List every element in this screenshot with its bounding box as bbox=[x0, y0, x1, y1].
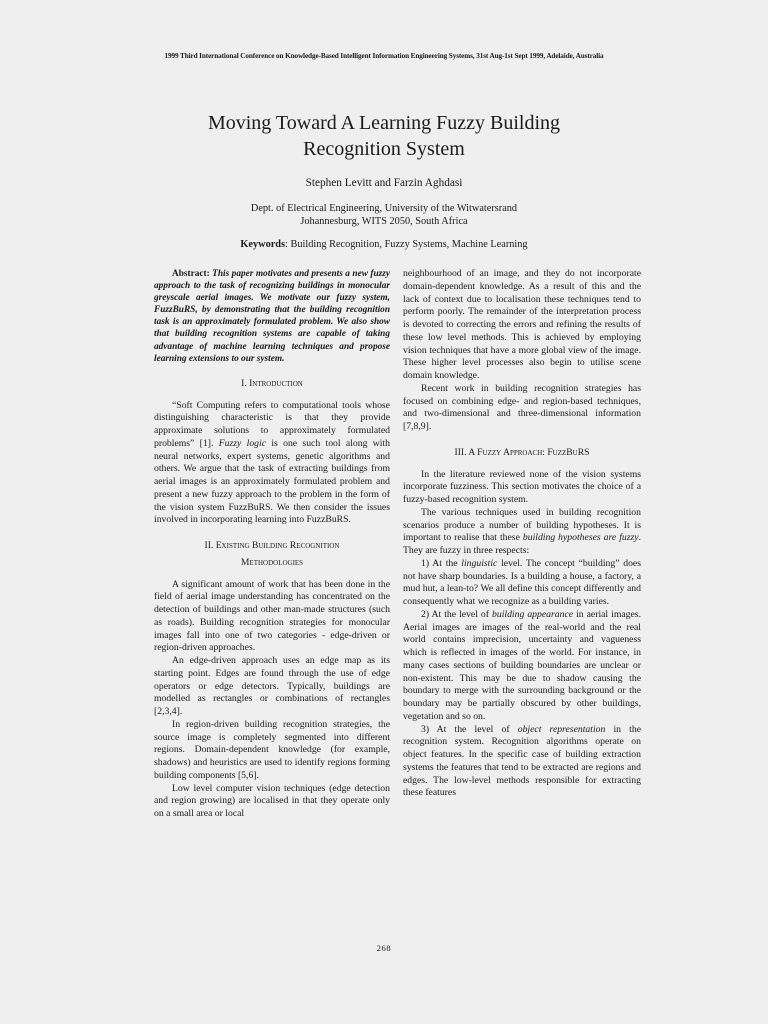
section-heading-existing-1: II. Existing Building Recognition bbox=[204, 540, 340, 551]
paragraph: A significant amount of work that has been done in the field of aerial image understanding has concentrated on the detection of buildings and other man-made structures (such as roads). Building recognition strategies for monocular images fall into one of two categories - edge-driven or region-driven approaches. bbox=[154, 578, 390, 654]
paragraph: Recent work in building recognition strategies has focused on combining edge- and region-based techniques, and two-dimensional and three-dimensional information [7,8,9]. bbox=[403, 382, 641, 432]
paragraph: Low level computer vision techniques (edge detection and region growing) are localised in that they operate only on a small area or local bbox=[154, 782, 390, 819]
text: 2) At the level of bbox=[421, 608, 493, 620]
title-line-1: Moving Toward A Learning Fuzzy Building bbox=[207, 112, 561, 134]
emphasis: object representation bbox=[517, 723, 606, 735]
list-item bbox=[403, 724, 641, 801]
text: 3) At the level of bbox=[421, 723, 518, 735]
affiliation-line-2: Johannesburg, WITS 2050, South Africa bbox=[300, 215, 468, 227]
intro-text-a: “Soft Computing refers to computational tools whose distinguishing characteristic is that they provide approximate solutions to approximately formulated problems” [1]. bbox=[154, 399, 390, 449]
title-line-2: Recognition System bbox=[303, 138, 465, 160]
intro-emphasis: Fuzzy logic bbox=[218, 437, 267, 449]
list-item bbox=[403, 609, 641, 724]
intro-text-b: is one such tool along with neural networks, expert systems, genetic algorithms and others. We argue that the task of extracting buildings from aerial images is an approximately formulated problem and present a new fuzzy approach to the problem in the form of the vision system FuzzBuRS. We then consider the issues involved in incorporating learning into FuzzBuRS. bbox=[154, 437, 390, 526]
paragraph-continued: neighbourhood of an image, and they do not incorporate domain-dependent knowledge. As a result of this and the lack of context due to localisation these techniques tend to perform poorly. The remainder of the interpretation process is devoted to correcting the errors and refining the results of these low level methods. This is achieved by employing vision techniques that have a more global view of the image. These higher level processes also begin to utilise scene domain knowledge. bbox=[403, 268, 641, 381]
paragraph: An edge-driven approach uses an edge map as its starting point. Edges are found through the use of edge operators or edge detectors. Typically, buildings are modelled as rectangles or combinations of rectangles [2,3,4]. bbox=[154, 655, 390, 717]
authors: Stephen Levitt and Farzin Aghdasi bbox=[305, 177, 463, 189]
abstract bbox=[154, 268, 390, 365]
emphasis: building hypotheses are fuzzy bbox=[522, 532, 639, 544]
left-column bbox=[154, 268, 390, 821]
keywords-label: Keywords bbox=[240, 239, 286, 250]
section-heading-introduction: I. Introduction bbox=[241, 377, 303, 389]
text: in the recognition system. Recognition algorithms operate on object features. In the specific case of building extraction systems the features that tend to be extracted are regions and edges. The low-level methods responsible for extracting these features bbox=[403, 723, 641, 799]
text: level. The concept “building” does not have sharp boundaries. Is a building a house, a factory, a mud hut, a lean-to? We all define this concept differently and consequently what we recognize as a building varies. bbox=[403, 557, 641, 607]
paragraph bbox=[403, 507, 641, 558]
emphasis: linguistic bbox=[461, 557, 498, 569]
page-number: 268 bbox=[376, 943, 392, 953]
paper-title bbox=[120, 110, 648, 162]
conference-header: 1999 Third International Conference on Knowledge-Based Intelligent Information Engineering Systems, 31st Aug-1st Sept 1999, Adelaide, Australia bbox=[164, 52, 604, 60]
paragraph: In region-driven building recognition strategies, the source image is completely segmented into different regions. Domain-dependent knowledge (for example, shadows) and heuristics are used to identify regions forming building components [5,6]. bbox=[154, 718, 390, 781]
keywords-text: : Building Recognition, Fuzzy Systems, Machine Learning bbox=[285, 239, 528, 250]
abstract-text: This paper motivates and presents a new fuzzy approach to the task of recognizing buildings in monocular greyscale aerial images. We motivate our fuzzy system, FuzzBuRS, by demonstrating that the building recognition task is an approximately formulated problem. We also show that building recognition systems are capable of taking advantage of machine learning techniques and propose learning extensions to our system. bbox=[154, 269, 390, 364]
affiliation-line-1: Dept. of Electrical Engineering, University of the Witwatersrand bbox=[250, 203, 518, 214]
intro-paragraph bbox=[154, 400, 390, 528]
list-item bbox=[403, 558, 641, 609]
text: 1) At the bbox=[421, 557, 462, 569]
abstract-label: Abstract: bbox=[172, 269, 210, 279]
text: The various techniques used in building recognition scenarios produce a number of building hypotheses. It is important to realise that these bbox=[403, 506, 641, 544]
emphasis: building appearance bbox=[492, 608, 574, 620]
affiliation bbox=[0, 203, 768, 228]
text: . They are fuzzy in three respects: bbox=[403, 532, 641, 556]
section-heading-fuzzy-approach: III. A Fuzzy Approach: FuzzBuRS bbox=[454, 446, 590, 458]
paragraph: In the literature reviewed none of the vision systems incorporate fuzziness. This section motivates the choice of a fuzzy-based recognition system. bbox=[403, 468, 641, 505]
text: in aerial images. Aerial images are images of the real-world and the real world contains imprecision, uncertainty and vagueness which is reflected in images of the world. For instance, in many cases sections of building boundaries are unclear or non-existent. This may be due to shadow causing the boundary to merge with the surrounding background or the boundary may be partially obscured by other buildings, vegetation and so on. bbox=[403, 608, 641, 722]
keywords bbox=[0, 239, 768, 250]
section-heading-existing-2: Methodologies bbox=[240, 556, 304, 568]
right-column bbox=[403, 268, 641, 800]
